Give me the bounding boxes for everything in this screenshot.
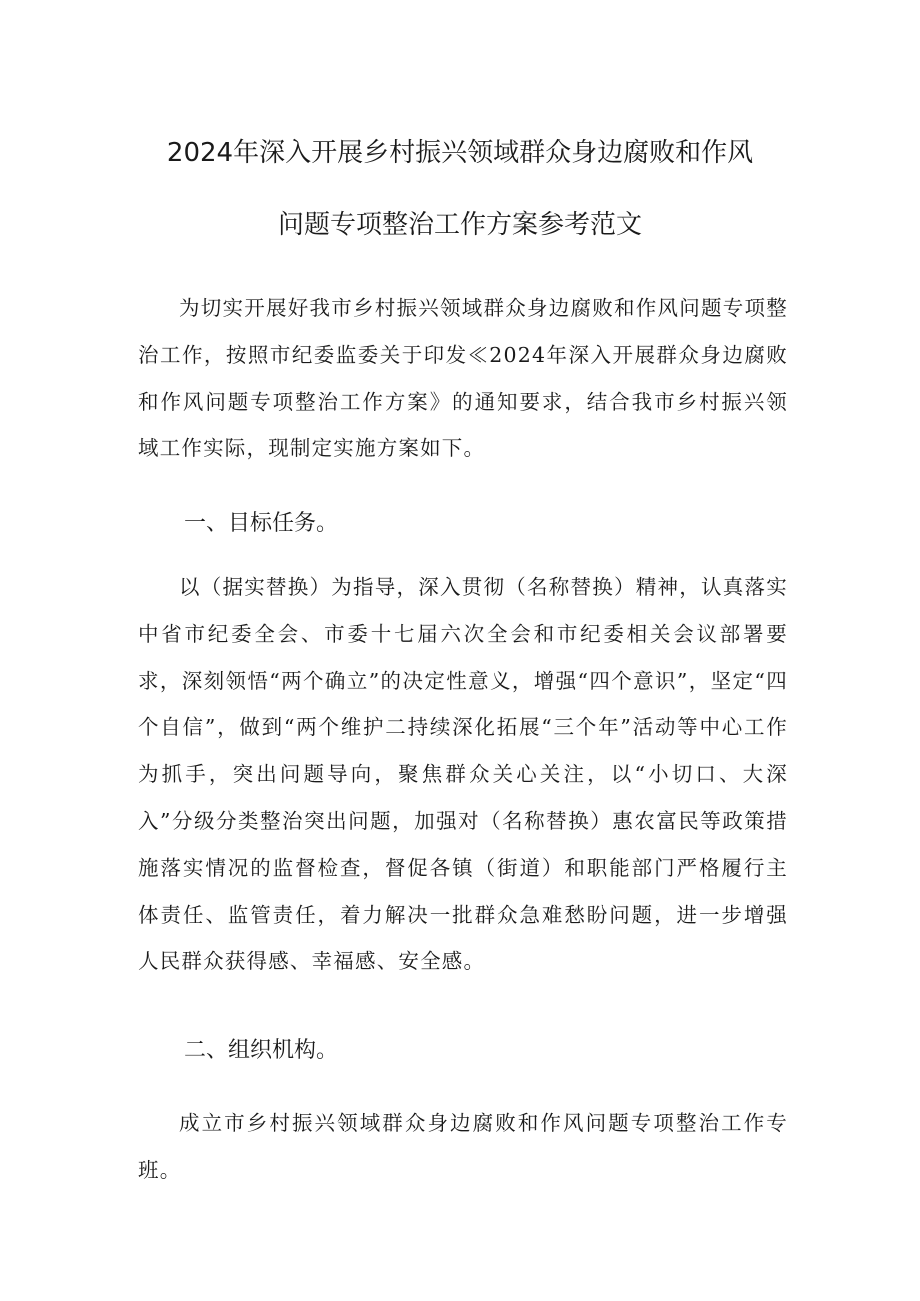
goals-paragraph: 以（据实替换）为指导，深入贯彻（名称替换）精神，认真落实中省市纪委全会、市委十七届六次全会和市纪委相关会议部署要求，深刻领悟“两个确立”的决定性意义，增强“四个意识”，坚定“四个自信”，做到“两个维护二持续深化拓展“三个年”活动等中心工作为抓手，突出问题导向，聚焦群众关心关注，以“小切口、大深入”分级分类整治突出问题，加强对（名称替换）惠农富民等政策措施落实情况的监督检查，督促各镇（街道）和职能部门严格履行主体责任、监管责任，着力解决一批群众急难愁盼问题，进一步增强人民群众获得感、幸福感、安全感。 [138,575,788,974]
intro-paragraph: 为切实开展好我市乡村振兴领域群众身边腐败和作风问题专项整治工作，按照市纪委监委关于印发≪2024年深入开展群众身边腐败和作风问题专项整治工作方案》的通知要求，结合我市乡村振兴领域工作实际，现制定实施方案如下。 [138,296,788,461]
section-heading-organization: 二、组织机构。 [184,1038,339,1063]
document-title-line-1: 2024年深入开展乡村振兴领域群众身边腐败和作风 [166,138,754,168]
document-title-line-2: 问题专项整治工作方案参考范文 [277,210,642,240]
organization-paragraph: 成立市乡村振兴领域群众身边腐败和作风问题专项整治工作专班。 [138,1111,788,1182]
section-heading-goals: 一、目标任务。 [184,511,339,536]
